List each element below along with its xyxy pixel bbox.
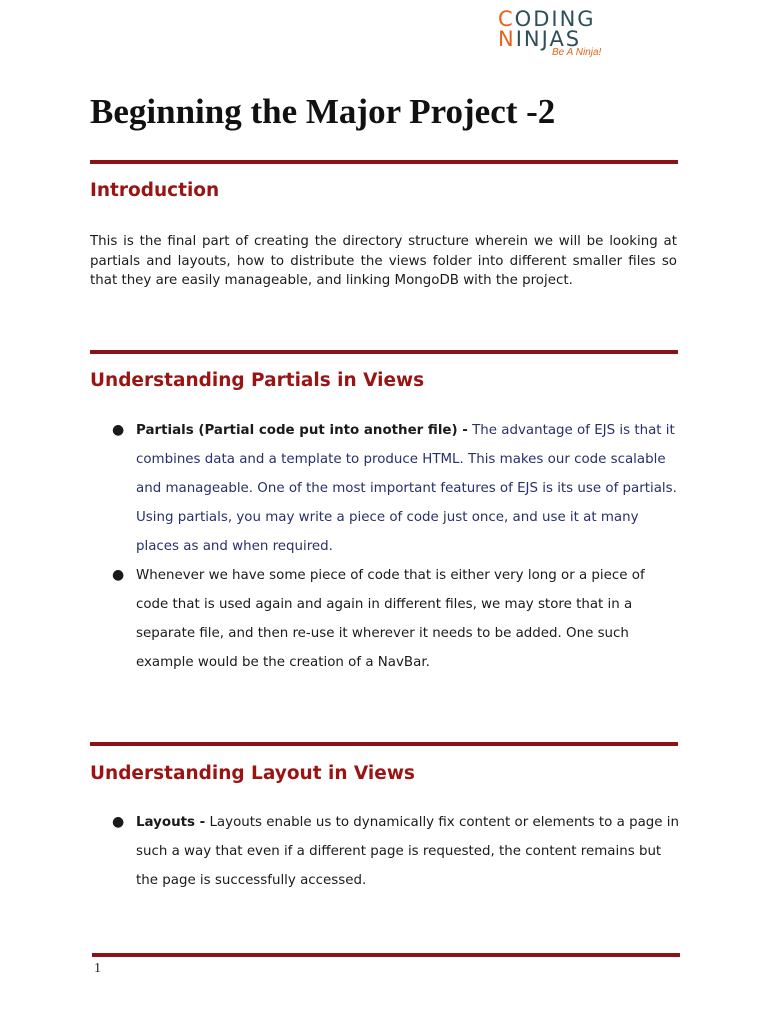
page-number: 1 (94, 961, 101, 976)
list-item-bold: Partials (Partial code put into another file) - (136, 423, 468, 438)
list-item (90, 416, 680, 561)
bullet-icon: ● (112, 814, 125, 830)
bullet-icon: ● (112, 567, 125, 583)
intro-paragraph: This is the final part of creating the directory structure wherein we will be looking at partials and layouts, how to distribute the views folder into different smaller files so that they are easily manageable, and linking MongoDB with the project. (90, 234, 677, 288)
list-item-bold: Layouts - (136, 815, 206, 830)
layout-list (90, 808, 680, 895)
partials-list (90, 416, 680, 677)
logo-tagline: Be A Ninja! (552, 47, 602, 58)
document-title: Beginning the Major Project -2 (90, 92, 556, 131)
list-item-text: Whenever we have some piece of code that is either very long or a piece of code that is used again and again in different files, we may store that in a separate file, and then re-use it wherever it needs to be added. One such example would be the creation of a NavBar. (136, 568, 645, 670)
partials-heading: Understanding Partials in Views (90, 370, 425, 391)
bullet-icon: ● (112, 422, 125, 438)
logo-line-2: NINJAS (498, 27, 582, 51)
list-item-text: The advantage of EJS is that it combines data and a template to produce HTML. This makes our code scalable and manageable. One of the most important features of EJS is its use of partials. Using partials, you may write a piece of code just once, and use it at many places as and when required. (136, 423, 677, 554)
section-divider (90, 350, 678, 354)
intro-heading: Introduction (90, 180, 220, 201)
section-divider (90, 742, 678, 746)
section-divider (90, 160, 678, 164)
list-item (90, 561, 680, 677)
footer-divider (92, 953, 680, 957)
list-item (90, 808, 680, 895)
layout-heading: Understanding Layout in Views (90, 763, 415, 784)
list-item-text: Layouts enable us to dynamically fix content or elements to a page in such a way that even if a different page is requested, the content remains but the page is successfully accessed. (136, 815, 679, 888)
logo-line-1: CODING (498, 7, 596, 31)
coding-ninjas-logo (498, 6, 616, 60)
